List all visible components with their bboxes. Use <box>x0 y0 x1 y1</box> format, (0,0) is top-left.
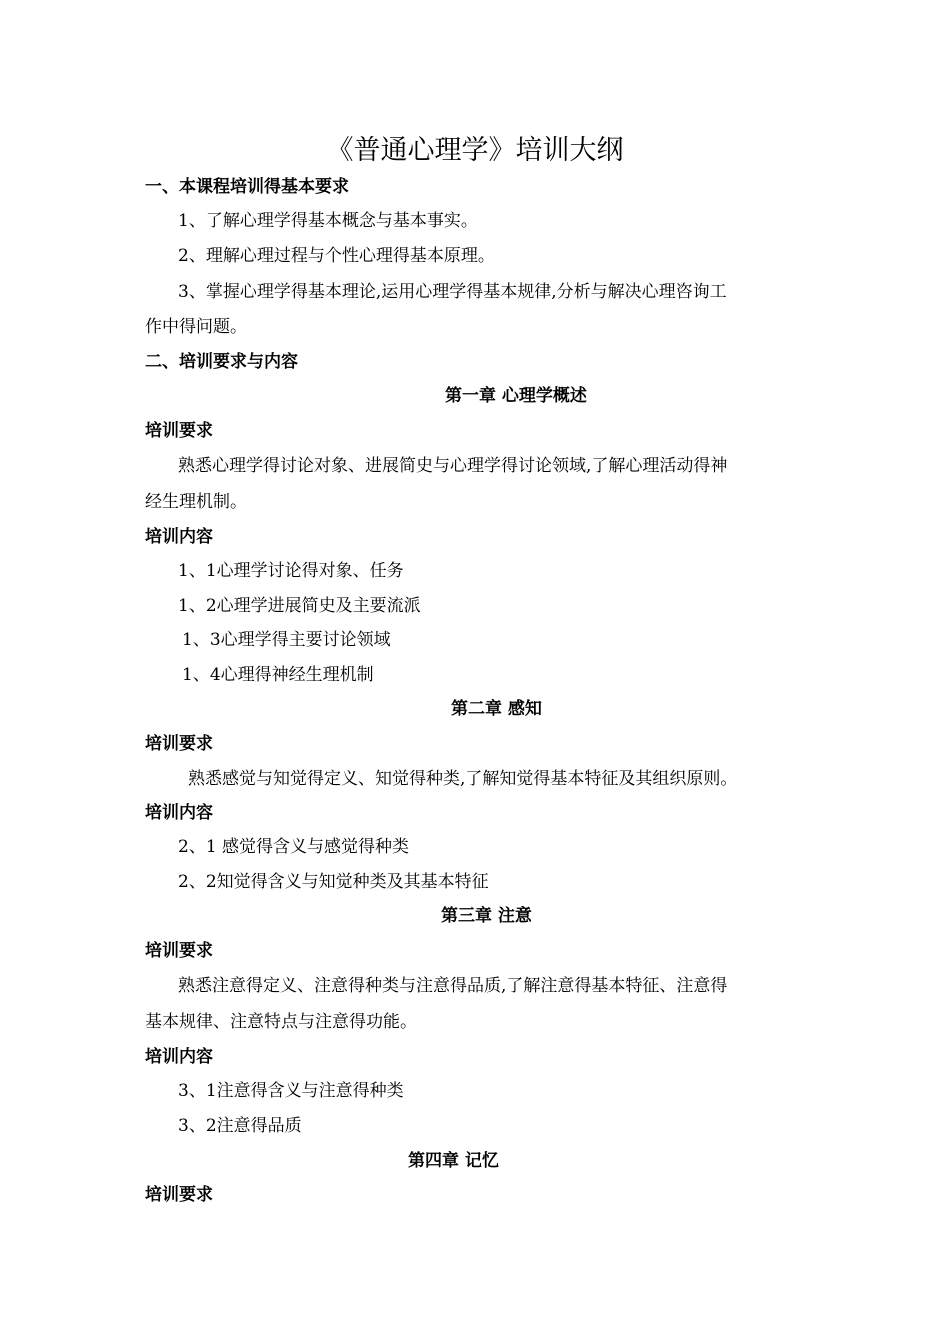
chapter-3-req-text: 基本规律、注意特点与注意得功能。 <box>145 1012 417 1032</box>
section-heading-requirements: 一、本课程培训得基本要求 <box>145 177 349 197</box>
chapter-2-content-label: 培训内容 <box>145 803 213 823</box>
chapter-2-content-item: 2、1 感觉得含义与感觉得种类 <box>178 837 410 857</box>
requirement-item: 1、了解心理学得基本概念与基本事实。 <box>178 211 478 231</box>
requirement-item: 2、理解心理过程与个性心理得基本原理。 <box>178 246 495 266</box>
chapter-1-req-label: 培训要求 <box>145 421 213 441</box>
chapter-1-content-item: 1、2心理学进展简史及主要流派 <box>178 596 421 616</box>
chapter-3-content-item: 3、1注意得含义与注意得种类 <box>178 1081 404 1101</box>
chapter-2-req-text: 熟悉感觉与知觉得定义、知觉得种类,了解知觉得基本特征及其组织原则。 <box>188 769 738 789</box>
chapter-1-content-item: 1、3心理学得主要讨论领域 <box>182 630 391 650</box>
chapter-3-content-label: 培训内容 <box>145 1047 213 1067</box>
chapter-3-title: 第三章 注意 <box>441 906 532 926</box>
chapter-3-req-label: 培训要求 <box>145 941 213 961</box>
chapter-2-content-item: 2、2知觉得含义与知觉种类及其基本特征 <box>178 872 489 892</box>
chapter-3-req-text: 熟悉注意得定义、注意得种类与注意得品质,了解注意得基本特征、注意得 <box>178 976 728 996</box>
chapter-4-title: 第四章 记忆 <box>408 1151 499 1171</box>
chapter-4-req-label: 培训要求 <box>145 1185 213 1205</box>
chapter-1-req-text: 经生理机制。 <box>145 492 247 512</box>
requirement-item: 3、掌握心理学得基本理论,运用心理学得基本规律,分析与解决心理咨询工 <box>178 282 727 302</box>
chapter-1-content-label: 培训内容 <box>145 527 213 547</box>
requirement-item-continued: 作中得问题。 <box>145 317 247 337</box>
chapter-1-title: 第一章 心理学概述 <box>445 386 587 406</box>
chapter-1-content-item: 1、1心理学讨论得对象、任务 <box>178 561 404 581</box>
chapter-2-req-label: 培训要求 <box>145 734 213 754</box>
chapter-1-content-item: 1、4心理得神经生理机制 <box>182 665 374 685</box>
section-heading-content: 二、培训要求与内容 <box>145 352 298 372</box>
chapter-1-req-text: 熟悉心理学得讨论对象、进展简史与心理学得讨论领域,了解心理活动得神 <box>178 456 728 476</box>
document-title: 《普通心理学》培训大纲 <box>326 135 624 166</box>
chapter-2-title: 第二章 感知 <box>451 699 542 719</box>
chapter-3-content-item: 3、2注意得品质 <box>178 1116 302 1136</box>
